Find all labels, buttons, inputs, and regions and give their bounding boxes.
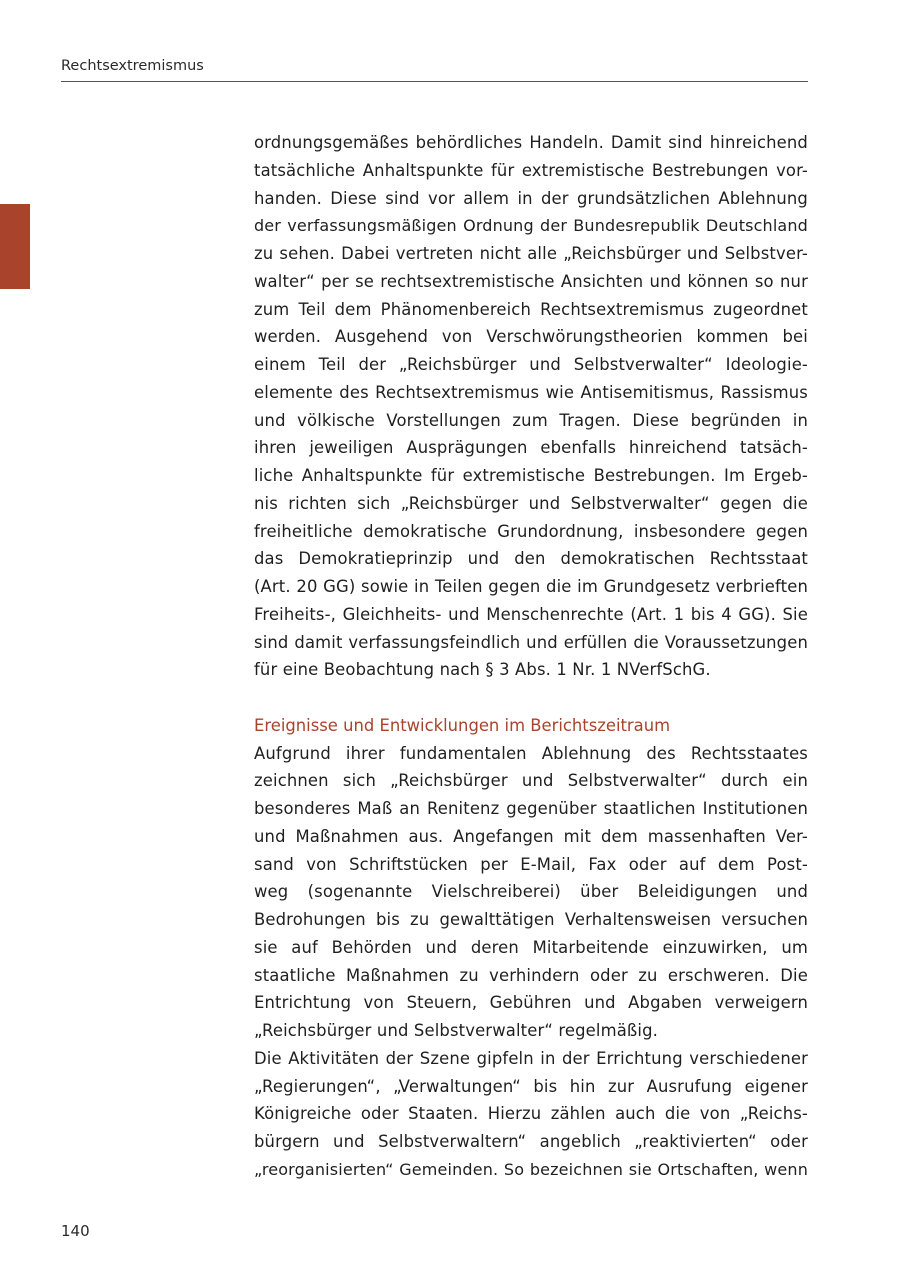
text-line: der verfassungsmäßigen Ordnung der Bundesrepublik Deutschland: [254, 216, 808, 236]
text-line: werden. Ausgehend von Verschwörungstheorien kommen bei: [254, 327, 808, 347]
text-line: Entrichtung von Steuern, Gebühren und Abgaben verweigern: [254, 993, 808, 1013]
text-line: sind damit verfassungsfeindlich und erfüllen die Voraussetzungen: [254, 632, 808, 652]
text-line: liche Anhaltspunkte für extremistische Bestrebungen. Im Ergeb-: [254, 466, 808, 485]
text-line: für eine Beobachtung nach § 3 Abs. 1 Nr. 1 NVerfSchG.: [254, 660, 711, 680]
text-line: walter“ per se rechtsextremistische Ansichten und können so nur: [254, 271, 808, 291]
text-line: Bedrohungen bis zu gewalttätigen Verhaltensweisen versuchen: [254, 910, 808, 929]
text-line: Königreiche oder Staaten. Hierzu zählen auch die von „Reichs-: [254, 1104, 808, 1124]
text-line: und Maßnahmen aus. Angefangen mit dem massenhaften Ver-: [254, 826, 808, 846]
text-line: Aufgrund ihrer fundamentalen Ablehnung des Rechtsstaates: [254, 743, 808, 763]
page-number: 140: [61, 1222, 90, 1240]
text-line: sand von Schriftstücken per E-Mail, Fax oder auf dem Post-: [254, 854, 808, 874]
text-line: freiheitliche demokratische Grundordnung, insbesondere gegen: [254, 521, 808, 541]
text-line: „Reichsbürger und Selbstverwalter“ regelmäßig.: [254, 1021, 659, 1040]
text-line: einem Teil der „Reichsbürger und Selbstverwalter“ Ideologie-: [254, 355, 808, 374]
text-line: bürgern und Selbstverwaltern“ angeblich „reaktivierten“ oder: [254, 1132, 808, 1151]
text-line: zum Teil dem Phänomenbereich Rechtsextremismus zugeordnet: [254, 299, 808, 319]
text-line: und völkische Vorstellungen zum Tragen. Diese begründen in: [254, 410, 808, 430]
text-line: das Demokratieprinzip und den demokratischen Rechtsstaat: [254, 549, 808, 569]
text-line: „reorganisierten“ Gemeinden. So bezeichnen sie Ortschaften, wenn: [254, 1159, 808, 1179]
text-line: zu sehen. Dabei vertreten nicht alle „Reichsbürger und Selbstver-: [254, 244, 808, 263]
text-line: ordnungsgemäßes behördliches Handeln. Damit sind hinreichend: [254, 133, 808, 152]
paragraph-spacer: [254, 684, 808, 712]
text-line: sie auf Behörden und deren Mitarbeitende einzuwirken, um: [254, 937, 808, 957]
text-line: elemente des Rechtsextremismus wie Antisemitismus, Rassismus: [254, 382, 808, 402]
text-line: zeichnen sich „Reichsbürger und Selbstverwalter“ durch ein: [254, 771, 808, 791]
header-rule: [61, 81, 808, 82]
text-line: tatsächliche Anhaltspunkte für extremistische Bestrebungen vor-: [254, 160, 808, 180]
text-line: (Art. 20 GG) sowie in Teilen gegen die im Grundgesetz verbrieften: [254, 577, 808, 596]
text-line: handen. Diese sind vor allem in der grundsätzlichen Ablehnung: [254, 188, 808, 208]
paragraph-1: [254, 129, 808, 684]
body-text-column: [254, 129, 808, 1184]
text-line: staatliche Maßnahmen zu verhindern oder zu erschweren. Die: [254, 965, 808, 985]
paragraph-2: [254, 740, 808, 1045]
paragraph-3: [254, 1045, 808, 1184]
text-line: Freiheits-, Gleichheits- und Menschenrechte (Art. 1 bis 4 GG). Sie: [254, 604, 808, 624]
chapter-tab-marker: [0, 204, 30, 289]
text-line: ihren jeweiligen Ausprägungen ebenfalls hinreichend tatsäch-: [254, 438, 808, 458]
running-head: Rechtsextremismus: [61, 58, 204, 74]
text-line: nis richten sich „Reichsbürger und Selbstverwalter“ gegen die: [254, 493, 808, 513]
text-line: weg (sogenannte Vielschreiberei) über Beleidigungen und: [254, 882, 808, 902]
text-line: besonderes Maß an Renitenz gegenüber staatlichen Institutionen: [254, 799, 808, 818]
section-heading: Ereignisse und Entwicklungen im Berichtszeitraum: [254, 715, 671, 735]
text-line: Die Aktivitäten der Szene gipfeln in der Errichtung verschiedener: [254, 1048, 808, 1068]
text-line: „Regierungen“, „Verwaltungen“ bis hin zur Ausrufung eigener: [254, 1076, 808, 1096]
